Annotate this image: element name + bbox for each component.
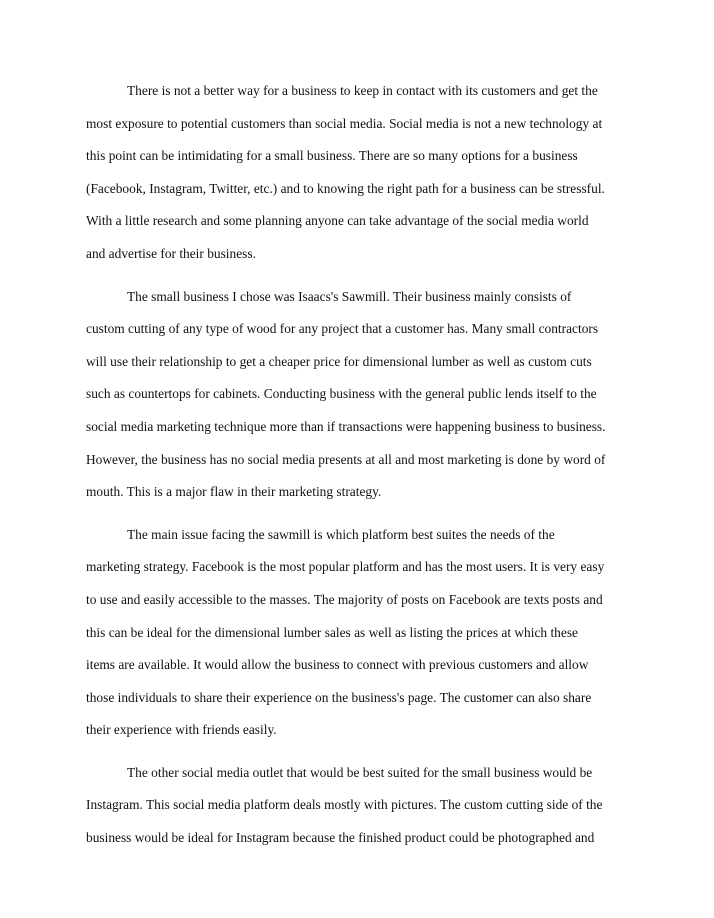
text-line: and advertise for their business. [86, 245, 256, 261]
text-line: The main issue facing the sawmill is which platform best suites the needs of the [127, 526, 555, 542]
text-line: custom cutting of any type of wood for any project that a customer has. Many small contractors [86, 321, 599, 337]
text-line: The other social media outlet that would be best suited for the small business would be [127, 764, 593, 780]
text-line: social media marketing technique more than if transactions were happening business to business. [86, 418, 606, 434]
text-line: However, the business has no social media presents at all and most marketing is done by word of [86, 451, 606, 467]
text-line: Instagram. This social media platform deals mostly with pictures. The custom cutting side of the [86, 797, 603, 813]
text-line: such as countertops for cabinets. Conducting business with the general public lends itself to the [86, 386, 597, 402]
text-line: business would be ideal for Instagram because the finished product could be photographed and [86, 830, 595, 846]
text-line: this can be ideal for the dimensional lumber sales as well as listing the prices at which these [86, 624, 578, 640]
text-line: to use and easily accessible to the masses. The majority of posts on Facebook are texts posts and [86, 591, 603, 607]
paragraph-business [86, 281, 638, 509]
text-line: The small business I chose was Isaacs's Sawmill. Their business mainly consists of [127, 288, 572, 304]
text-line: There is not a better way for a business to keep in contact with its customers and get the [127, 83, 598, 98]
text-line: most exposure to potential customers than social media. Social media is not a new technology at [86, 115, 603, 131]
text-line: will use their relationship to get a cheaper price for dimensional lumber as well as custom cuts [86, 353, 592, 369]
text-line: (Facebook, Instagram, Twitter, etc.) and to knowing the right path for a business can be stressful. [86, 180, 605, 196]
text-line: those individuals to share their experience on the business's page. The customer can also share [86, 689, 592, 705]
text-line: their experience with friends easily. [86, 722, 277, 738]
text-line: this point can be intimidating for a small business. There are so many options for a business [86, 148, 578, 164]
text-line: items are available. It would allow the business to connect with previous customers and allow [86, 657, 589, 673]
paragraph-instagram [86, 757, 638, 855]
text-line: marketing strategy. Facebook is the most popular platform and has the most users. It is very easy [86, 559, 605, 575]
document-page [86, 75, 638, 865]
text-line: mouth. This is a major flaw in their marketing strategy. [86, 484, 382, 500]
paragraph-facebook [86, 519, 638, 747]
text-line: With a little research and some planning anyone can take advantage of the social media world [86, 213, 589, 229]
paragraph-intro [86, 75, 638, 271]
